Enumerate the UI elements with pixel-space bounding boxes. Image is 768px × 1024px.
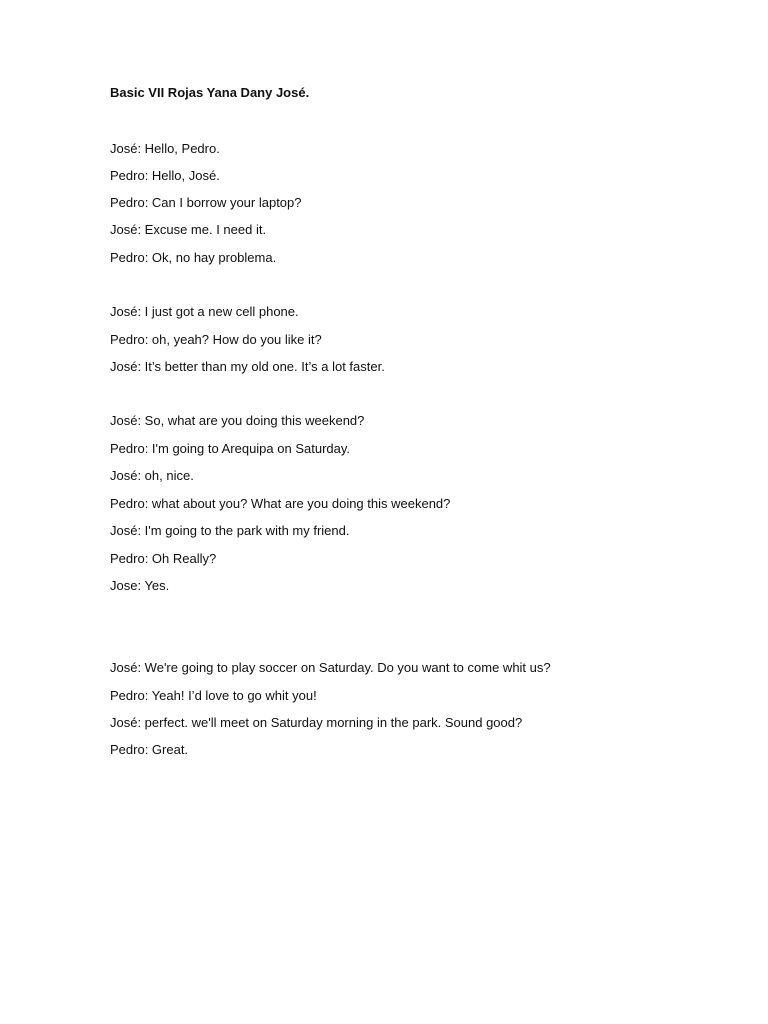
dialogue-line: Pedro: Yeah! I’d love to go whit you! bbox=[110, 688, 317, 703]
dialogue-line: Pedro: Ok, no hay problema. bbox=[110, 250, 277, 265]
dialogue-line: Pedro: Oh Really? bbox=[110, 551, 217, 566]
dialogue-line: José: I'm going to the park with my friend. bbox=[110, 523, 350, 538]
dialogue-line: José: So, what are you doing this weekend? bbox=[110, 413, 365, 428]
dialogue-line: José: perfect. we'll meet on Saturday morning in the park. Sound good? bbox=[110, 715, 523, 730]
dialogue-line: José: oh, nice. bbox=[110, 468, 194, 483]
dialogue-line: Pedro: Can I borrow your laptop? bbox=[110, 195, 302, 210]
dialogue-line: José: Excuse me. I need it. bbox=[110, 222, 267, 237]
dialogue-line: José: It’s better than my old one. It’s a lot faster. bbox=[110, 359, 385, 374]
dialogue-line: Pedro: Hello, José. bbox=[110, 168, 220, 183]
dialogue-line: Pedro: oh, yeah? How do you like it? bbox=[110, 332, 322, 347]
dialogue-line: Jose: Yes. bbox=[110, 578, 170, 593]
dialogue-line: Pedro: I'm going to Arequipa on Saturday. bbox=[110, 441, 351, 456]
document-title: Basic VII Rojas Yana Dany José. bbox=[110, 85, 310, 100]
dialogue-line: José: Hello, Pedro. bbox=[110, 141, 220, 156]
dialogue-line: José: We're going to play soccer on Saturday. Do you want to come whit us? bbox=[110, 660, 551, 675]
dialogue-line: Pedro: what about you? What are you doing this weekend? bbox=[110, 496, 451, 511]
dialogue-line: Pedro: Great. bbox=[110, 742, 189, 757]
dialogue-line: José: I just got a new cell phone. bbox=[110, 304, 299, 319]
